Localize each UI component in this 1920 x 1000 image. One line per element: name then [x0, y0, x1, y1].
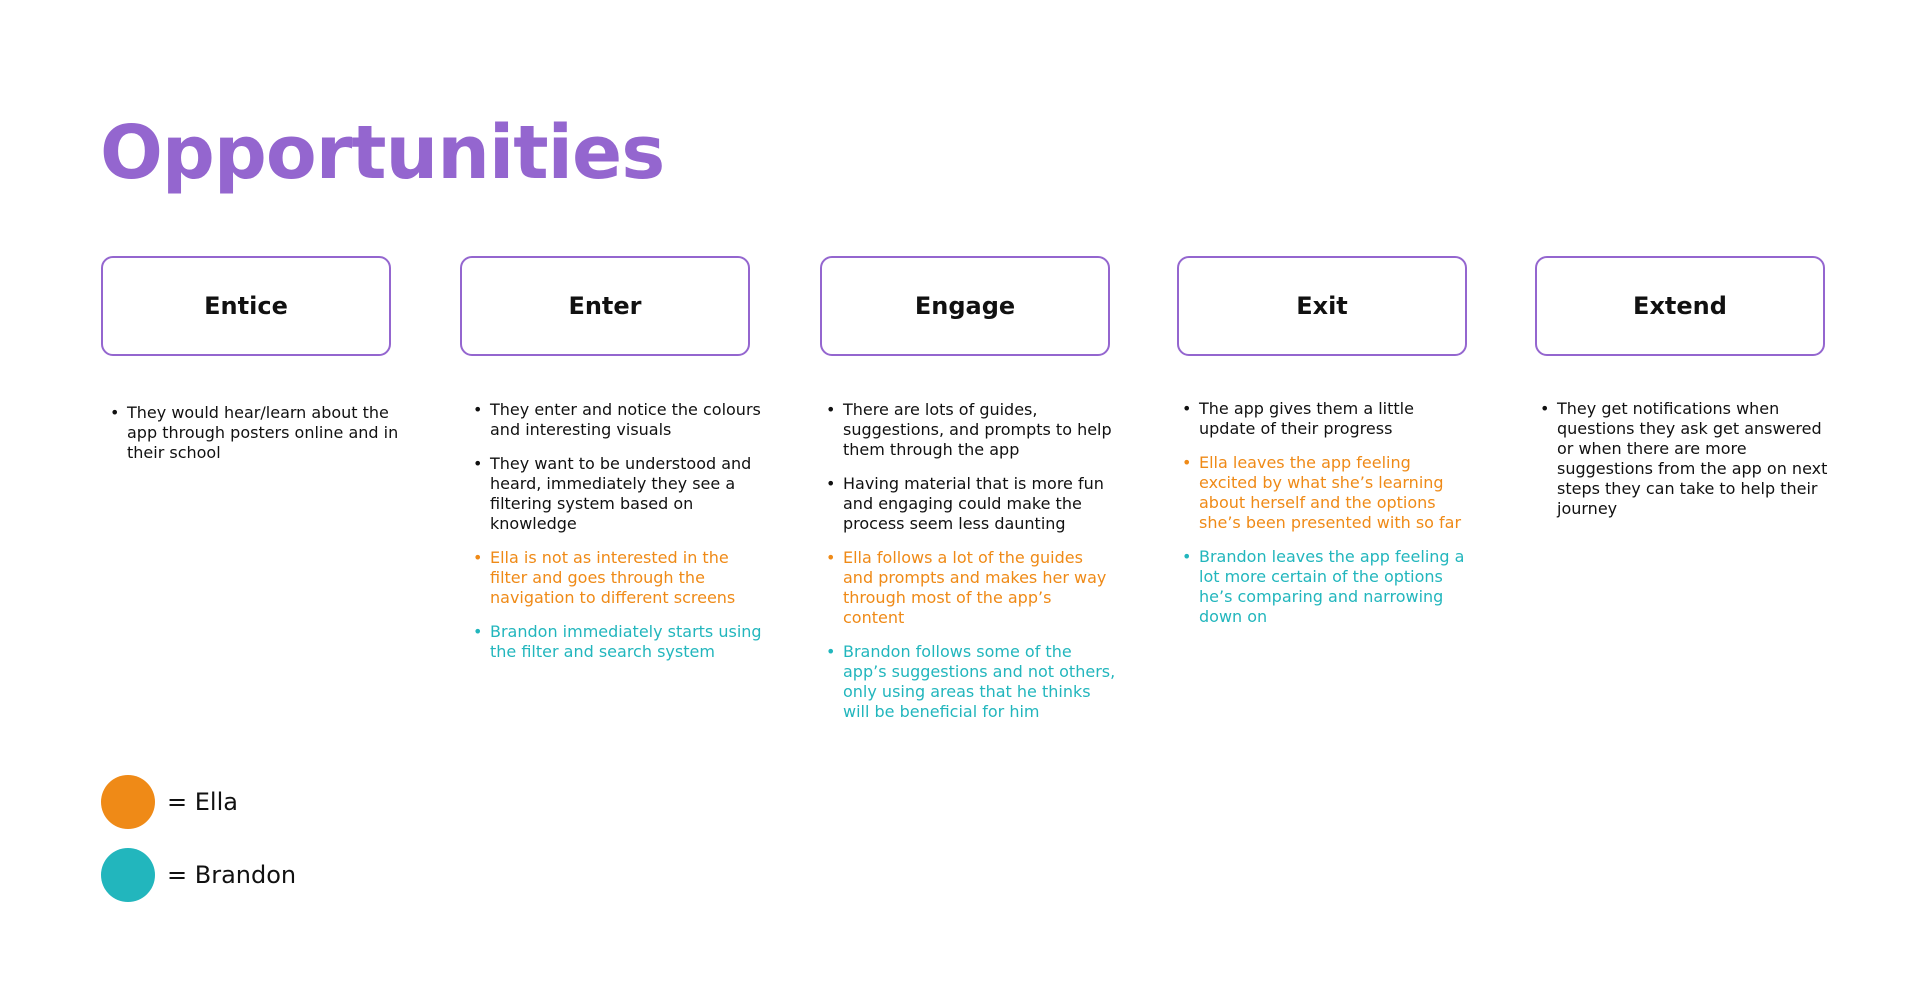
enter-bullet-list: [473, 400, 763, 676]
engage-bullet-list: [826, 400, 1116, 736]
bullet-item-brandon: • Brandon follows some of the app’s suggestions and not others, only using areas that he thinks will be beneficial for him: [826, 642, 1116, 722]
stage-card-engage[interactable]: [820, 256, 1110, 356]
bullet-item: • They would hear/learn about the app through posters online and in their school: [110, 403, 400, 463]
bullet-item: • They get notifications when questions they ask get answered or when there are more suggestions from the app on next steps they can take to help their journey: [1540, 399, 1830, 519]
bullet-item: • Having material that is more fun and engaging could make the process seem less daunting: [826, 474, 1116, 534]
bullet-item: • The app gives them a little update of their progress: [1182, 399, 1472, 439]
legend-item-brandon: [101, 848, 296, 902]
legend-item-ella: [101, 775, 238, 829]
bullet-item-ella: • Ella leaves the app feeling excited by what she’s learning about herself and the options she’s been presented with so far: [1182, 453, 1472, 533]
legend-label-ella: = Ella: [167, 788, 238, 816]
brandon-color-dot-icon: [101, 848, 155, 902]
entice-bullet-list: [110, 403, 400, 477]
stage-label: Entice: [204, 292, 288, 320]
bullet-item-ella: • Ella follows a lot of the guides and prompts and makes her way through most of the app’s content: [826, 548, 1116, 628]
bullet-item-ella: • Ella is not as interested in the filter and goes through the navigation to different screens: [473, 548, 763, 608]
stage-label: Exit: [1296, 292, 1348, 320]
stage-card-entice[interactable]: [101, 256, 391, 356]
stage-label: Enter: [568, 292, 642, 320]
stage-label: Engage: [914, 292, 1016, 320]
bullet-item-brandon: • Brandon leaves the app feeling a lot more certain of the options he’s comparing and narrowing down on: [1182, 547, 1472, 627]
page-title: Opportunities: [100, 110, 665, 196]
bullet-item-brandon: • Brandon immediately starts using the filter and search system: [473, 622, 763, 662]
bullet-item: • They want to be understood and heard, immediately they see a filtering system based on knowledge: [473, 454, 763, 534]
extend-bullet-list: [1540, 399, 1830, 533]
exit-bullet-list: [1182, 399, 1472, 641]
bullet-item: • They enter and notice the colours and interesting visuals: [473, 400, 763, 440]
stage-card-enter[interactable]: [460, 256, 750, 356]
stage-label: Extend: [1633, 292, 1727, 320]
ella-color-dot-icon: [101, 775, 155, 829]
legend-label-brandon: = Brandon: [167, 861, 297, 889]
stage-card-exit[interactable]: [1177, 256, 1467, 356]
stage-card-extend[interactable]: [1535, 256, 1825, 356]
bullet-item: • There are lots of guides, suggestions, and prompts to help them through the app: [826, 400, 1116, 460]
